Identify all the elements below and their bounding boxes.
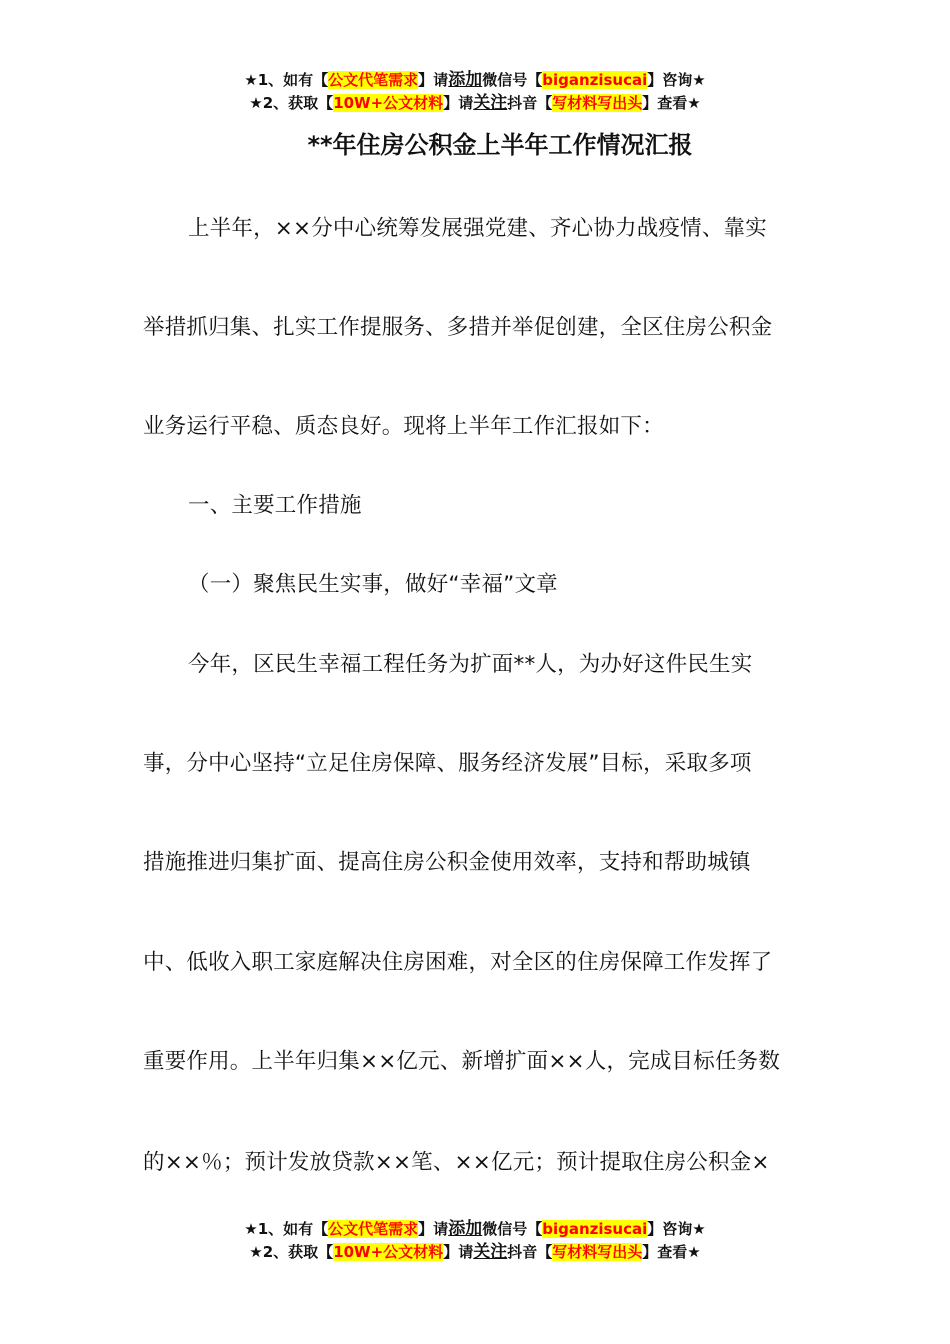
banner-text: 抖音【	[507, 94, 553, 112]
banner-line-1	[0, 69, 950, 92]
section-heading: 一、主要工作措施	[188, 493, 362, 518]
banner-text: 】请	[418, 71, 449, 89]
banner-line-2	[0, 92, 950, 115]
banner-text: ★2、获取【	[249, 1243, 334, 1261]
banner-underline: 添加	[448, 70, 483, 90]
banner-text: 】咨询★	[647, 71, 706, 89]
paragraph-line: 中、低收入职工家庭解决住房困难，对全区的住房保障工作发挥了	[143, 950, 773, 975]
banner-line-2	[0, 1241, 950, 1264]
banner-underline: 添加	[448, 1219, 483, 1239]
paragraph-line: 措施推进归集扩面、提高住房公积金使用效率，支持和帮助城镇	[143, 850, 751, 875]
banner-text: 微信号【	[482, 1220, 543, 1238]
banner-highlight: 公文代笔需求	[328, 71, 419, 89]
banner-highlight: 写材料写出头	[552, 94, 643, 112]
banner-text: 】查看★	[642, 1243, 701, 1261]
banner-text: 】咨询★	[647, 1220, 706, 1238]
paragraph-line: 上半年，××分中心统筹发展强党建、齐心协力战疫情、靠实	[188, 216, 767, 241]
banner-highlight: biganzisucai	[542, 71, 648, 89]
paragraph-line: 业务运行平稳、质态良好。现将上半年工作汇报如下：	[143, 414, 664, 439]
bottom-banner	[0, 1218, 950, 1264]
banner-text: 微信号【	[482, 71, 543, 89]
paragraph-line: 举措抓归集、扎实工作提服务、多措并举促创建，全区住房公积金	[143, 315, 773, 340]
banner-text: 】请	[443, 94, 474, 112]
paragraph-line: 事，分中心坚持“立足住房保障、服务经济发展”目标，采取多项	[143, 751, 752, 776]
document-title: **年住房公积金上半年工作情况汇报	[307, 131, 693, 159]
paragraph-line: 的××％；预计发放贷款××笔、××亿元；预计提取住房公积金×	[143, 1150, 770, 1175]
paragraph-line: 重要作用。上半年归集××亿元、新增扩面××人，完成目标任务数	[143, 1049, 781, 1074]
banner-line-1	[0, 1218, 950, 1241]
banner-highlight: 写材料写出头	[552, 1243, 643, 1261]
paragraph-line: 今年，区民生幸福工程任务为扩面**人，为办好这件民生实	[188, 652, 753, 677]
banner-highlight: 10W+公文材料	[333, 94, 444, 112]
banner-underline: 关注	[473, 93, 508, 113]
subsection-heading: （一）聚焦民生实事，做好“幸福”文章	[188, 572, 558, 597]
banner-text: 】查看★	[642, 94, 701, 112]
banner-highlight: 公文代笔需求	[328, 1220, 419, 1238]
banner-highlight: biganzisucai	[542, 1220, 648, 1238]
banner-text: ★1、如有【	[244, 71, 329, 89]
top-banner	[0, 69, 950, 115]
banner-underline: 关注	[473, 1242, 508, 1262]
banner-text: 抖音【	[507, 1243, 553, 1261]
banner-text: ★2、获取【	[249, 94, 334, 112]
banner-text: ★1、如有【	[244, 1220, 329, 1238]
banner-highlight: 10W+公文材料	[333, 1243, 444, 1261]
banner-text: 】请	[418, 1220, 449, 1238]
banner-text: 】请	[443, 1243, 474, 1261]
